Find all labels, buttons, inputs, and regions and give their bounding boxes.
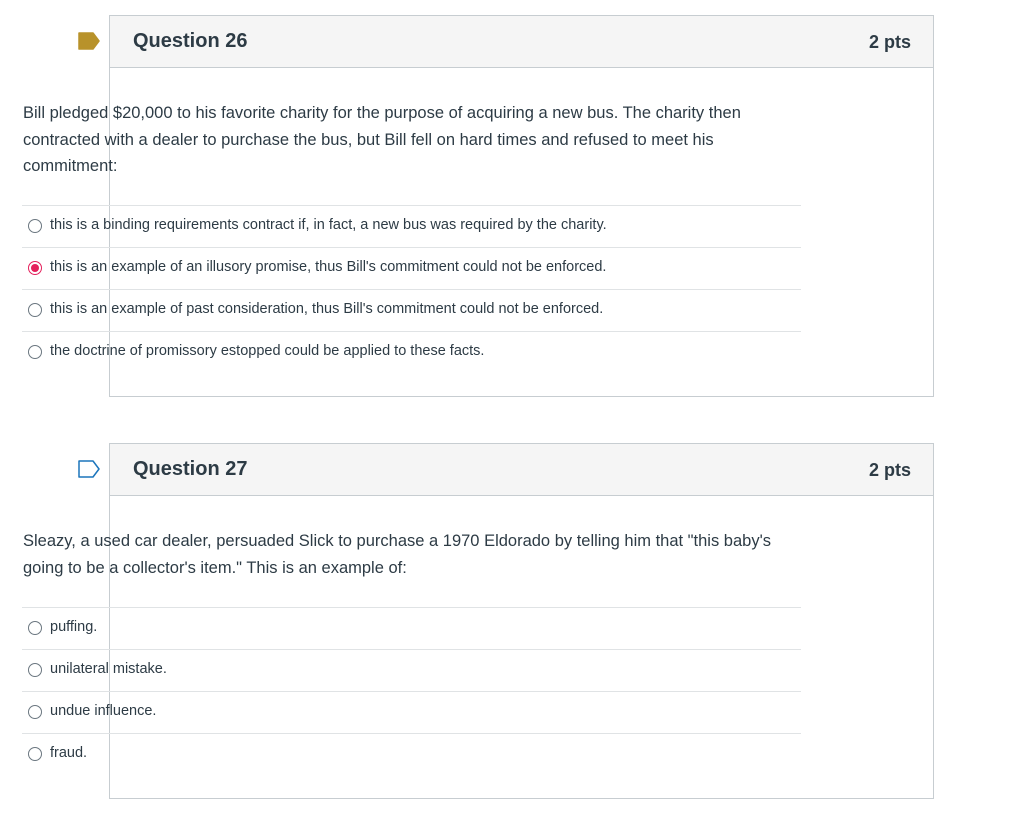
question-points: 2 pts — [868, 460, 911, 480]
radio-button[interactable] — [28, 705, 42, 719]
answer-list — [22, 205, 801, 373]
answer-label[interactable]: this is a binding requirements contract if, in fact, a new bus was required by the charity. — [50, 217, 607, 233]
radio-button[interactable] — [28, 303, 42, 317]
answer-label[interactable]: unilateral mistake. — [50, 661, 167, 677]
answer-option[interactable] — [22, 289, 801, 331]
answer-option-selected[interactable] — [22, 247, 801, 289]
radio-button[interactable] — [28, 663, 42, 677]
radio-button-selected[interactable] — [28, 261, 42, 275]
question-points: 2 pts — [868, 32, 911, 52]
answer-label[interactable]: this is an example of an illusory promise, thus Bill's commitment could not be enforced. — [50, 259, 607, 275]
answer-list — [22, 607, 801, 775]
radio-button[interactable] — [28, 345, 42, 359]
answer-label[interactable]: undue influence. — [50, 703, 157, 719]
radio-button[interactable] — [28, 747, 42, 761]
question-text: Bill pledged $20,000 to his favorite charity for the purpose of acquiring a new bus. The charity then contracted with a dealer to purchase the bus, but Bill fell on hard times and refused to meet his commitment: — [23, 104, 741, 175]
answer-option[interactable] — [22, 733, 801, 775]
question-header — [110, 16, 933, 68]
answer-option[interactable] — [22, 607, 801, 649]
answer-option[interactable] — [22, 691, 801, 733]
answer-option[interactable] — [22, 205, 801, 247]
question-title: Question 26 — [133, 30, 248, 52]
answer-option[interactable] — [22, 331, 801, 373]
answer-label[interactable]: fraud. — [50, 745, 88, 761]
answer-option[interactable] — [22, 649, 801, 691]
question-title: Question 27 — [133, 458, 248, 480]
radio-button[interactable] — [28, 219, 42, 233]
answer-label[interactable]: the doctrine of promissory estopped could be applied to these facts. — [50, 343, 485, 359]
radio-button[interactable] — [28, 621, 42, 635]
flag-question-icon[interactable] — [78, 460, 100, 478]
question-text: Sleazy, a used car dealer, persuaded Slick to purchase a 1970 Eldorado by telling him that "this baby's going to be a collector's item." This is an example of: — [23, 532, 771, 577]
answer-label[interactable]: this is an example of past consideration, thus Bill's commitment could not be enforced. — [50, 301, 604, 317]
flag-question-icon[interactable] — [78, 32, 100, 50]
answer-label[interactable]: puffing. — [50, 619, 98, 635]
question-header — [110, 444, 933, 496]
